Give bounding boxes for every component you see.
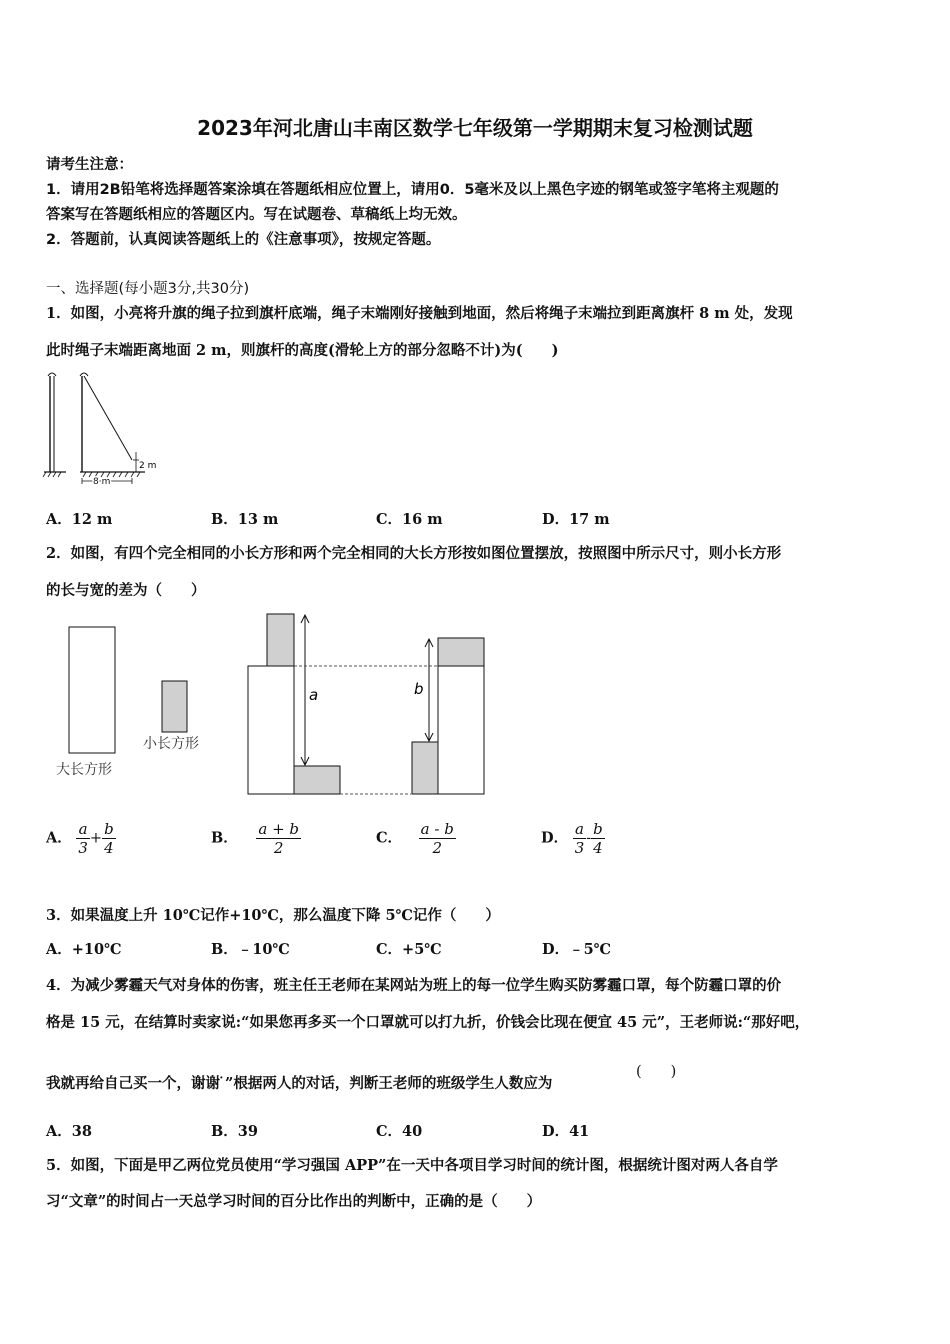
q4-options [46, 1120, 906, 1144]
q3-option-a[interactable]: A．+10℃ [46, 941, 122, 958]
q4-option-c[interactable]: C．40 [376, 1123, 423, 1140]
q2-line-2: 的长与宽的差为（ ） [46, 582, 206, 599]
q1-line-1: 1．如图，小亮将升旗的绳子拉到旗杆底端，绳子末端刚好接触到地面，然后将绳子末端拉到距离旗杆 8 m 处，发现 [46, 305, 793, 322]
q1-option-c[interactable]: C．16 m [376, 511, 443, 528]
q4-line-2: 格是 15 元，在结算时卖家说:“如果您再多买一个口罩就可以打九折，价钱会比现在便宜 45 元”，王老师说:“那好吧， [46, 1014, 810, 1031]
q2-big-rect-label: 大长方形 [56, 762, 112, 778]
q1-option-b[interactable]: B．13 m [211, 511, 279, 528]
q1-option-d[interactable]: D．17 m [542, 511, 610, 528]
q5-line-2: 习“文章”的时间占一天总学习时间的百分比作出的判断中，正确的是（ ） [46, 1193, 542, 1210]
section-heading: 一、选择题(每小题3分,共30分) [46, 281, 250, 297]
q2-option-c[interactable]: C． $\frac{a - b}{2}$ [376, 820, 454, 857]
q3-option-c[interactable]: C．+5℃ [376, 941, 442, 958]
q5-line-1: 5．如图，下面是甲乙两位党员使用“学习强国 APP”在一天中各项目学习时间的统计图，根据统计图对两人各自学 [46, 1157, 778, 1174]
q1-options [46, 508, 906, 532]
q2-option-b[interactable]: B． $\frac{a + b}{2}$ [211, 820, 300, 857]
page-title: 2023年河北唐山丰南区数学七年级第一学期期末复习检测试题 [197, 116, 753, 140]
q2-option-a[interactable]: A． $\frac{a}{3}$ + $\frac{b}{4}$ [46, 820, 114, 857]
q3-option-d[interactable]: D．﹣5℃ [542, 941, 612, 958]
q2-rectangles-figure [40, 608, 510, 803]
q4-option-b[interactable]: B．39 [211, 1123, 258, 1140]
notice-line-3: 2．答题前，认真阅读答题纸上的《注意事项》，按规定答题。 [46, 232, 441, 248]
q2-option-d[interactable]: D． $\frac{a}{3}$ - $\frac{b}{4}$ [541, 820, 603, 857]
q4-answer-paren: ( ) [636, 1064, 677, 1080]
q1-fig-label-2m: 2 m [139, 461, 157, 471]
q1-flagpole-figure [40, 368, 160, 490]
notice-line-1: 1．请用2B铅笔将选择题答案涂填在答题纸相应位置上，请用0．5毫米及以上黑色字迹的钢笔或签字笔将主观题的 [46, 182, 779, 198]
q1-line-2: 此时绳子末端距离地面 2 m，则旗杆的高度(滑轮上方的部分忽略不计)为( ) [46, 342, 559, 359]
q3-options [46, 938, 906, 962]
q4-line-3: 我就再给自己买一个，谢谢 ̇”根据两人的对话，判断王老师的班级学生人数应为 [46, 1075, 553, 1092]
q2-fig-label-a: a [309, 686, 319, 704]
q2-line-1: 2．如图，有四个完全相同的小长方形和两个完全相同的大长方形按如图位置摆放，按照图中所示尺寸，则小长方形 [46, 545, 782, 562]
q4-option-d[interactable]: D．41 [542, 1123, 590, 1140]
q4-line-1: 4．为减少雾霾天气对身体的伤害，班主任王老师在某网站为班上的每一位学生购买防雾霾口罩，每个防霾口罩的价 [46, 977, 782, 994]
q2-fig-label-b: b [414, 680, 424, 698]
q4-option-a[interactable]: A．38 [46, 1123, 92, 1140]
q3-option-b[interactable]: B．﹣10℃ [211, 941, 290, 958]
q3-line-1: 3．如果温度上升 10℃记作+10℃，那么温度下降 5℃记作（ ） [46, 907, 500, 924]
q1-fig-label-8m: 8 m [93, 477, 111, 487]
q1-option-a[interactable]: A．12 m [46, 511, 113, 528]
notice-line-2: 答案写在答题纸相应的答题区内。写在试题卷、草稿纸上均无效。 [46, 207, 467, 223]
q2-small-rect-label: 小长方形 [143, 736, 199, 752]
notice-heading: 请考生注意： [46, 157, 133, 173]
